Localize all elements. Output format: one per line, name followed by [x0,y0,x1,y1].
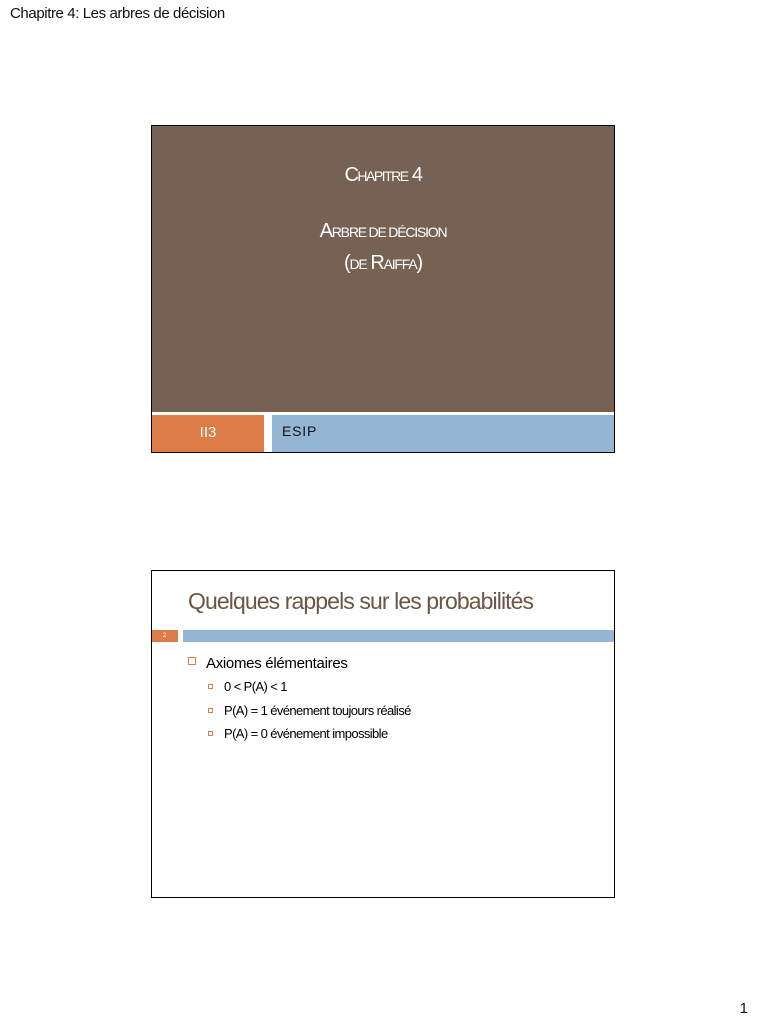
subtitle-author-initial: R [370,252,384,274]
subtitle-line-2 [152,248,614,280]
bullet-text: Axiomes élémentaires [206,655,348,672]
page-number: 1 [739,1000,748,1017]
subtitle-initial: A [319,220,332,242]
list-item-text: 0 < P(A) < 1 [224,679,287,694]
slide-1 [151,125,615,453]
small-square-bullet-icon [208,731,213,736]
slide-number: 2 [152,630,178,642]
sub-bullet-list [208,679,411,750]
chapter-number: 4 [411,164,422,186]
list-item [208,726,411,750]
slide-2 [151,570,615,898]
subtitle-open-paren: ( [344,252,350,274]
list-item-text: P(A) = 0 événement impossible [224,726,388,741]
slide-2-title: Quelques rappels sur les probabilités [188,588,534,614]
subtitle-close-paren: ) [416,252,422,274]
square-bullet-icon [188,657,196,665]
subtitle-rest: RBRE DE DÉCISION [331,224,447,240]
slide-1-title-area [152,126,614,412]
school-label: ESIP [272,415,614,452]
bullet-axioms [188,655,348,672]
list-item [208,703,411,727]
title-divider-bar [183,630,614,642]
small-square-bullet-icon [208,708,213,713]
subtitle-de: DE [349,256,367,272]
chapter-subtitle [152,216,614,280]
page-header: Chapitre 4: Les arbres de décision [10,5,225,22]
chapter-initial: C [344,164,358,186]
chapter-title [152,163,614,187]
subtitle-author-rest: AIFFA [383,256,417,272]
subtitle-line-1 [152,216,614,248]
chapter-rest: HAPITRE [357,168,408,184]
small-square-bullet-icon [208,684,213,689]
list-item-text: P(A) = 1 événement toujours réalisé [224,702,411,718]
class-label: II3 [152,415,264,452]
list-item [208,679,411,703]
